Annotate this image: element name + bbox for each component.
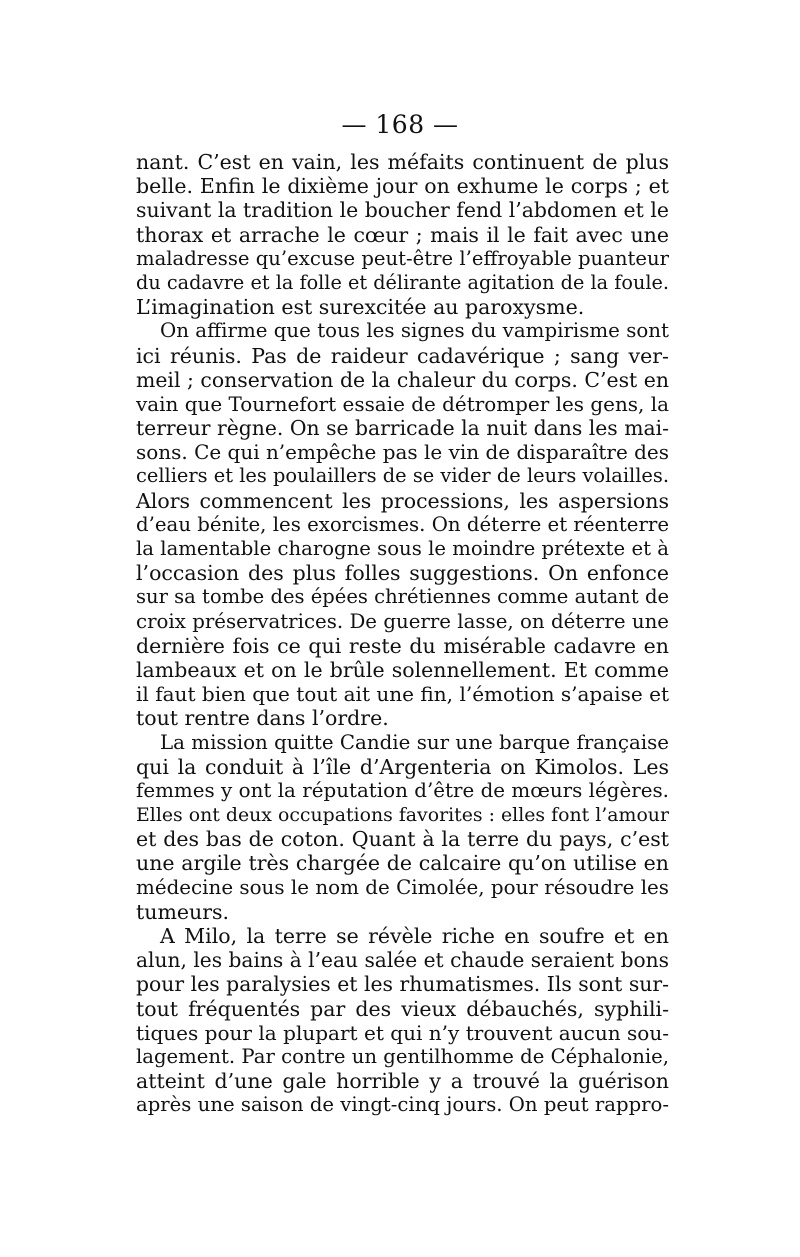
text-line: On affirme que tous les signes du vampirisme sont [160, 319, 669, 343]
text-line: lambeaux et on le brûle solennellement. Et comme [136, 657, 669, 682]
text-line: Elles ont deux occupations favorites : elles font l’amour [136, 804, 669, 827]
text-line: sur sa tombe des épées chrétiennes comme autant de [136, 585, 669, 609]
text-line: meil ; conservation de la chaleur du corps. C’est en [136, 367, 669, 392]
body-text [136, 150, 669, 1118]
text-line: terreur règne. On se barricade la nuit dans les mai- [136, 416, 669, 441]
text-line: L’imagination est surexcitée au paroxysme. [136, 295, 585, 320]
text-line: alun, les bains à l’eau salée et chaude seraient bons [136, 948, 669, 973]
text-line: La mission quitte Candie sur une barque française [160, 730, 669, 754]
text-line: qui la conduit à l’île d’Argenteria on Kimolos. Les [136, 754, 669, 779]
text-line: suivant la tradition le boucher fend l’abdomen et le [136, 198, 669, 223]
text-line: femmes y ont la réputation d’être de mœurs légères. [136, 778, 669, 802]
text-line: A Milo, la terre se révèle riche en soufre et en [160, 924, 669, 948]
text-line: tout fréquentés par des vieux débauchés, syphili- [136, 996, 669, 1021]
text-line: ici réunis. Pas de raideur cadavérique ; sang ver- [136, 343, 669, 368]
text-line: il faut bien que tout ait une fin, l’émotion s’apaise et [136, 682, 669, 707]
text-line: tout rentre dans l’ordre. [136, 706, 389, 731]
text-line: tiques pour la plupart et qui n’y trouvent aucun sou- [136, 1020, 669, 1045]
text-line: Alors commencent les processions, les aspersions [136, 488, 669, 513]
text-line: nant. C’est en vain, les méfaits continuent de plus [136, 150, 669, 174]
text-line: atteint d’une gale horrible y a trouvé la guérison [136, 1069, 669, 1094]
text-line: thorax et arrache le cœur ; mais il le fait avec une [136, 222, 669, 247]
text-line: après une saison de vingt-cinq jours. On peut rappro- [136, 1093, 669, 1117]
page-number: — 168 — [341, 110, 459, 139]
text-line: pour les paralysies et les rhumatismes. Ils sont sur- [136, 972, 669, 997]
text-line: tumeurs. [136, 899, 230, 924]
text-line: dernière fois ce qui reste du misérable cadavre en [136, 633, 669, 658]
text-line: celliers et les poulaillers de se vider de leurs volailles. [136, 464, 669, 488]
text-line: croix préservatrices. De guerre lasse, on déterre une [136, 609, 669, 633]
text-line: et des bas de coton. Quant à la terre du pays, c’est [136, 827, 669, 852]
text-line: belle. Enfin le dixième jour on exhume le corps ; et [136, 174, 669, 199]
text-line: vain que Tournefort essaie de détromper les gens, la [136, 391, 669, 416]
text-line: l’occasion des plus folles suggestions. On enfonce [136, 561, 669, 586]
text-line: une argile très chargée de calcaire qu’on utilise en [136, 851, 669, 876]
text-line: d’eau bénite, les exorcismes. On déterre et réenterre [136, 512, 669, 536]
text-line: du cadavre et la folle et délirante agitation de la foule. [136, 270, 669, 294]
text-line: la lamentable charogne sous le moindre prétexte et à [136, 537, 669, 560]
text-line: lagement. Par contre un gentilhomme de Céphalonie, [136, 1044, 669, 1068]
text-line: maladresse qu’excuse peut-être l’effroyable puanteur [136, 246, 669, 270]
text-line: sons. Ce qui n’empêche pas le vin de disparaître des [136, 440, 669, 465]
text-line: médecine sous le nom de Cimolée, pour résoudre les [136, 875, 669, 899]
